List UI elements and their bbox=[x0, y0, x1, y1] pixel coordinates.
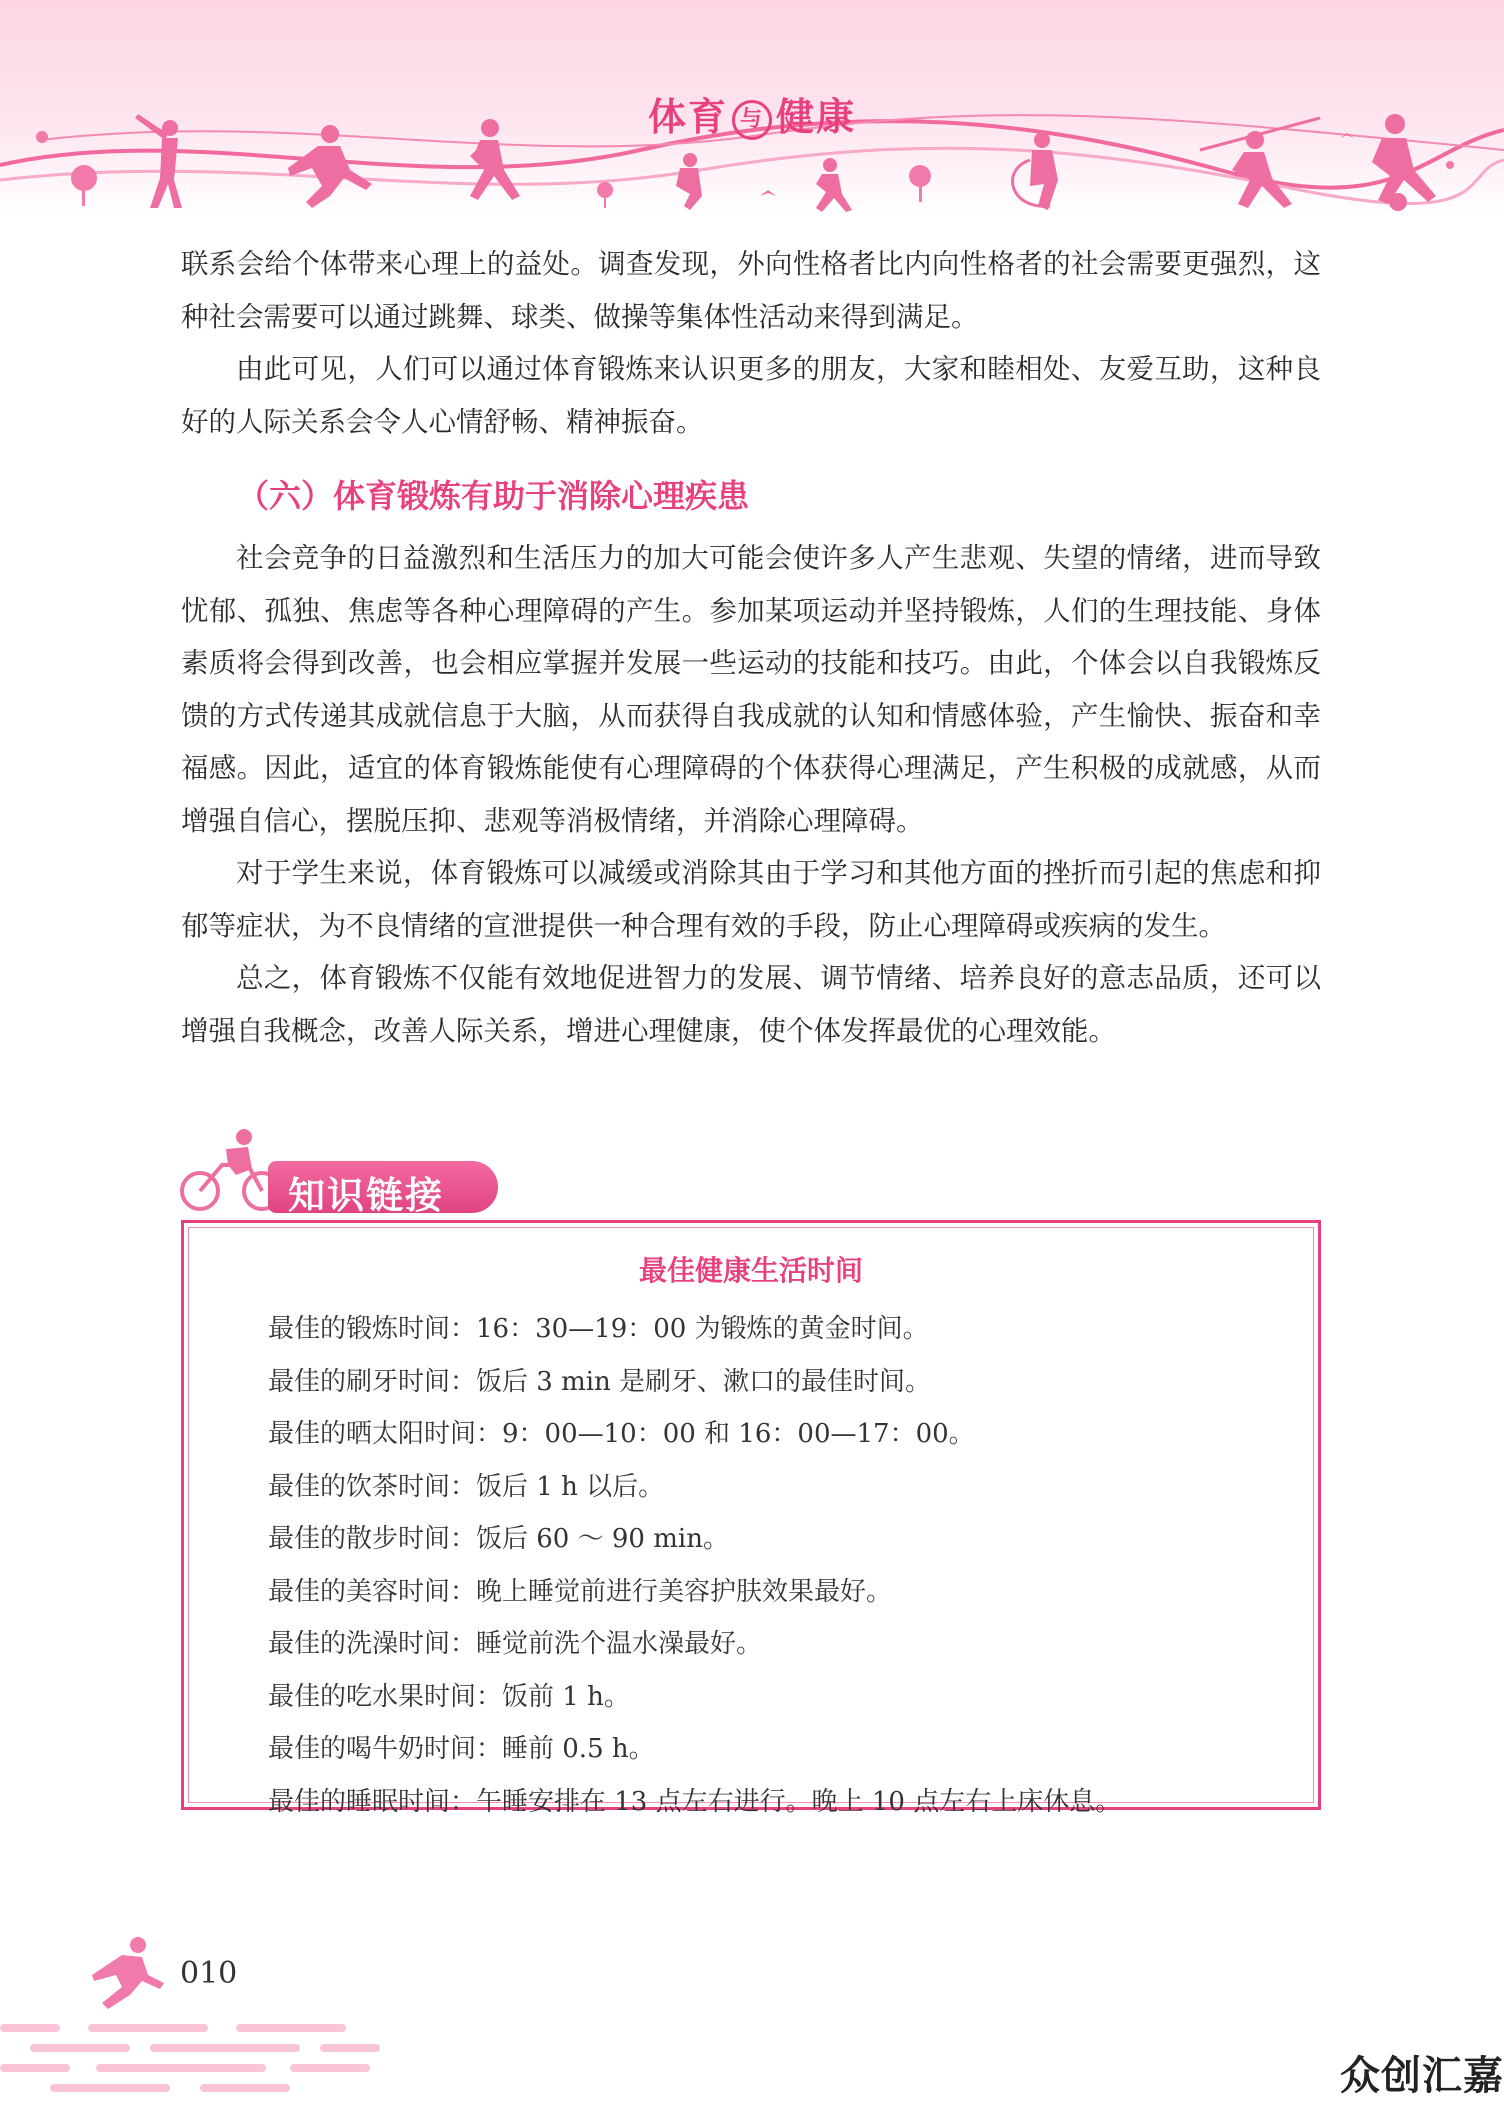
knowledge-link-badge bbox=[178, 1125, 498, 1215]
main-content bbox=[181, 238, 1321, 1057]
knowledge-box bbox=[181, 1220, 1321, 1817]
paragraph: 社会竞争的日益激烈和生活压力的加大可能会使许多人产生悲观、失望的情绪，进而导致忧郁、孤独、焦虑等各种心理障碍的产生。参加某项运动并坚持锻炼，人们的生理技能、身体素质将会得到改善，也会相应掌握并发展一些运动的技能和技巧。由此，个体会以自我锻炼反馈的方式传递其成就信息于大脑，从而获得自我成就的认知和情感体验，产生愉快、振奋和幸福感。因此，适宜的体育锻炼能使有心理障碍的个体获得心理满足，产生积极的成就感，从而增强自信心，摆脱压抑、悲观等消极情绪，并消除心理障碍。 bbox=[181, 542, 1321, 837]
footer-stripes-decoration bbox=[0, 2022, 400, 2094]
runner-icon bbox=[78, 1935, 168, 2015]
header-title-right: 健康 bbox=[776, 95, 857, 139]
header-title-amp: 与 bbox=[732, 100, 772, 140]
header-title bbox=[0, 86, 1504, 141]
list-item: 最佳的锻炼时间：16：30—19：00 为锻炼的黄金时间。 bbox=[268, 1314, 929, 1344]
list-item: 最佳的散步时间：饭后 60 ～ 90 min。 bbox=[268, 1524, 729, 1554]
list-item: 最佳的喝牛奶时间：睡前 0.5 h。 bbox=[268, 1734, 655, 1764]
knowledge-box-title: 最佳健康生活时间 bbox=[638, 1254, 863, 1287]
section-heading: （六）体育锻炼有助于消除心理疾患 bbox=[237, 477, 750, 515]
knowledge-list bbox=[268, 1303, 1121, 1828]
list-item: 最佳的洗澡时间：睡觉前洗个温水澡最好。 bbox=[268, 1629, 763, 1659]
paragraph: 联系会给个体带来心理上的益处。调查发现，外向性格者比内向性格者的社会需要更强烈，这种社会需要可以通过跳舞、球类、做操等集体性活动来得到满足。 bbox=[181, 248, 1321, 333]
paragraph: 总之，体育锻炼不仅能有效地促进智力的发展、调节情绪、培养良好的意志品质，还可以增强自我概念，改善人际关系，增进心理健康，使个体发挥最优的心理效能。 bbox=[181, 962, 1321, 1047]
knowledge-link-label: 知识链接 bbox=[288, 1174, 444, 1217]
paragraph: 对于学生来说，体育锻炼可以减缓或消除其由于学习和其他方面的挫折而引起的焦虑和抑郁等症状，为不良情绪的宣泄提供一种合理有效的手段，防止心理障碍或疾病的发生。 bbox=[181, 857, 1321, 942]
header-title-left: 体育 bbox=[647, 95, 728, 139]
list-item: 最佳的美容时间：晚上睡觉前进行美容护肤效果最好。 bbox=[268, 1576, 893, 1607]
list-item: 最佳的刷牙时间：饭后 3 min 是刷牙、漱口的最佳时间。 bbox=[268, 1366, 932, 1397]
header-banner bbox=[0, 0, 1504, 215]
list-item: 最佳的晒太阳时间：9：00—10：00 和 16：00—17：00。 bbox=[268, 1419, 975, 1449]
list-item: 最佳的饮茶时间：饭后 1 h 以后。 bbox=[268, 1471, 665, 1502]
list-item: 最佳的睡眠时间：午睡安排在 13 点左右进行。晚上 10 点左右上床休息。 bbox=[268, 1786, 1122, 1817]
watermark: 众创汇嘉 bbox=[1340, 2053, 1504, 2099]
list-item: 最佳的吃水果时间：饭前 1 h。 bbox=[268, 1681, 630, 1712]
paragraph: 由此可见，人们可以通过体育锻炼来认识更多的朋友，大家和睦相处、友爱互助，这种良好的人际关系会令人心情舒畅、精神振奋。 bbox=[181, 353, 1321, 438]
page-number: 010 bbox=[180, 1956, 238, 1991]
